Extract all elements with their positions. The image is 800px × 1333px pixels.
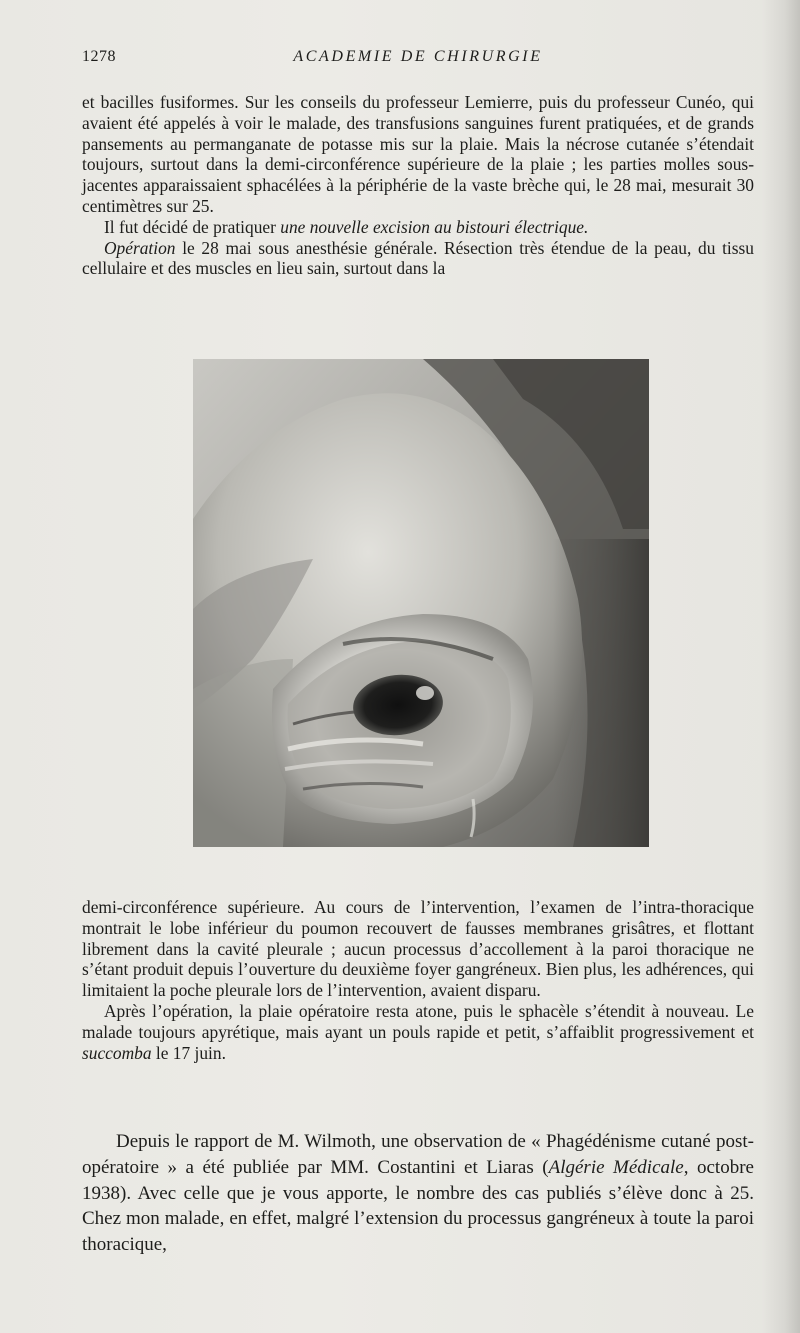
paragraph <box>82 217 754 238</box>
paragraph-text: Il fut décidé de pratiquer <box>104 216 281 237</box>
paragraph <box>82 238 754 280</box>
paragraph-text: , octobre 1938). Avec celle que je vous apporte, le nombre des cas publiés s’élève donc à 25. Chez mon malade, en effet, malgré l’extension du processus gangréneux à toute la paroi thoracique, <box>82 1156 754 1256</box>
photograph-image <box>193 359 649 847</box>
text-block-top <box>82 92 754 279</box>
paragraph-text: le 17 juin. <box>151 1042 226 1063</box>
text-block-bottom <box>82 1129 754 1258</box>
paragraph-emphasis: succomba <box>82 1042 152 1063</box>
paragraph <box>82 1129 754 1258</box>
paragraph: et bacilles fusiformes. Sur les conseils du professeur Lemierre, puis du professeur Cunéo, qui avaient été appelés à voir le malade, des transfusions sanguines furent pratiquées, et de grands pansements au permanganate de potasse mis sur la plaie. Mais la nécrose cutanée s’étendait toujours, surtout dans la demi-circonférence supérieure de la plaie ; les parties molles sous-jacentes apparaissaient sphacélées à la périphérie de la vaste brèche qui, le 28 mai, mesurait 30 centimètres sur 25. <box>82 92 754 216</box>
page-edge-shadow <box>762 0 800 1333</box>
paragraph-text: le 28 mai sous anesthésie générale. Résection très étendue de la peau, du tissu cellulaire et des muscles en lieu sain, surtout dans la <box>82 237 754 279</box>
page-header <box>82 48 754 74</box>
running-head: ACADEMIE DE CHIRURGIE <box>293 48 543 65</box>
paragraph-emphasis: Algérie Médicale <box>548 1156 684 1178</box>
paragraph: demi-circonférence supérieure. Au cours de l’intervention, l’examen de l’intra-thoracique montrait le lobe inférieur du poumon recouvert de fausses membranes grisâtres, et flottant librement dans la cavité pleurale ; aucun processus d’accollement à la paroi thoracique ne s’étant produit depuis l’ouverture du deuxième foyer gangréneux. Bien plus, les adhérences, qui limitaient la poche pleurale lors de l’intervention, avaient disparu. <box>82 897 754 1001</box>
paragraph-text: Après l’opération, la plaie opératoire resta atone, puis le sphacèle s’étendit à nouveau. Le malade toujours apyrétique, mais ayant un pouls rapide et petit, s’affaiblit progressivement et <box>82 1000 754 1042</box>
paragraph-emphasis: Opération <box>104 237 176 258</box>
page-number: 1278 <box>82 48 116 65</box>
paragraph-text: Depuis le rapport de M. Wilmoth, une observation de « Phagédénisme cutané post-opératoire » a été publiée par MM. Costantini et Liaras ( <box>82 1131 754 1178</box>
paragraph-emphasis: une nouvelle excision au bistouri électrique. <box>280 216 589 237</box>
text-block-middle <box>82 897 754 1063</box>
paragraph <box>82 1001 754 1063</box>
clinical-photograph <box>193 359 649 847</box>
